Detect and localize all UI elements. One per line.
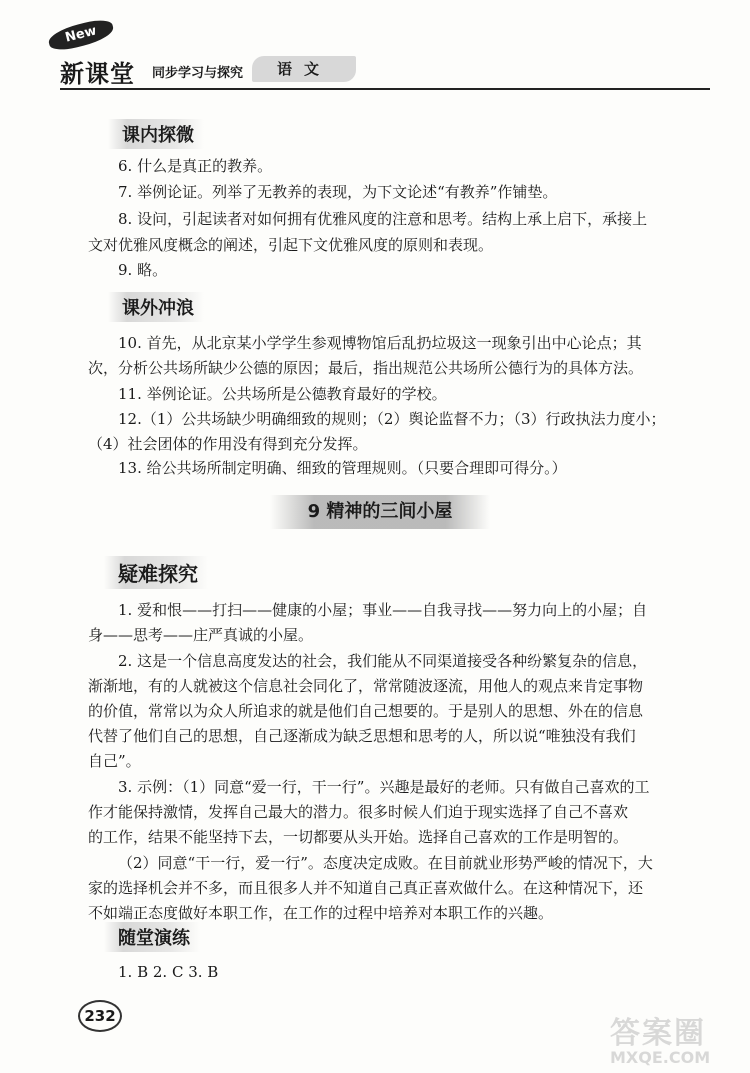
answer-line: 渐渐地，有的人就被这个信息社会同化了，常常随波逐流，用他人的观点来肯定事物 <box>88 677 644 695</box>
answer-line: 6. 什么是真正的教养。 <box>118 157 273 175</box>
answer-line: 1. B 2. C 3. B <box>118 963 219 981</box>
answer-line: 作才能保持激情，发挥自己最大的潜力。很多时候人们迫于现实选择了自己不喜欢 <box>88 803 629 821</box>
watermark-logo <box>610 1008 740 1067</box>
answer-line: 次，分析公共场所缺少公德的原因；最后，指出规范公共场所公德行为的具体方法。 <box>88 359 644 377</box>
answer-line: 家的选择机会并不多，而且很多人并不知道自己真正喜欢做什么。在这种情况下，还 <box>88 879 644 897</box>
section-title-extracurricular: 课外冲浪 <box>108 292 204 322</box>
answer-line: 文对优雅风度概念的阐述，引起下文优雅风度的原则和表现。 <box>88 236 494 254</box>
answer-line: 自己”。 <box>88 752 141 770</box>
answer-line: 不如端正态度做好本职工作，在工作的过程中培养对本职工作的兴趣。 <box>88 904 554 922</box>
chapter-title: 9 精神的三间小屋 <box>270 495 490 529</box>
answer-line: 7. 举例论证。列举了无教养的表现，为下文论述“有教养”作铺垫。 <box>118 183 558 201</box>
answer-line: 10. 首先，从北京某小学学生参观博物馆后乱扔垃圾这一现象引出中心论点；其 <box>118 334 642 352</box>
section-title-difficult: 疑难探究 <box>104 556 208 589</box>
answer-line: 代替了他们自己的思想，自己逐渐成为缺乏思想和思考的人，所以说“唯独没有我们 <box>88 727 636 745</box>
answer-line: 的价值，常常以为众人所追求的就是他们自己想要的。于是别人的思想、外在的信息 <box>88 702 644 720</box>
new-badge-logo: New <box>46 16 115 53</box>
subject-tag: 语文 <box>252 56 356 82</box>
page-header <box>40 20 720 90</box>
answer-line: 1. 爱和恨——打扫——健康的小屋；事业——自我寻找——努力向上的小屋；自 <box>118 601 648 619</box>
answer-line: 8. 设问，引起读者对如何拥有优雅风度的注意和思考。结构上承上启下，承接上 <box>118 210 648 228</box>
answer-line: （2）同意“干一行，爱一行”。态度决定成败。在目前就业形势严峻的情况下，大 <box>118 854 653 872</box>
answer-line: 13. 给公共场所制定明确、细致的管理规则。（只要合理即可得分。） <box>118 459 567 477</box>
brand-title: 新课堂 <box>60 60 135 88</box>
answer-line: 9. 略。 <box>118 261 168 279</box>
answer-line: 2. 这是一个信息高度发达的社会，我们能从不同渠道接受各种纷繁复杂的信息， <box>118 652 648 670</box>
series-subtitle: 同步学习与探究 <box>152 66 244 81</box>
answer-line: （4）社会团体的作用没有得到充分发挥。 <box>88 435 368 453</box>
answer-line: 11. 举例论证。公共场所是公德教育最好的学校。 <box>118 385 447 403</box>
answer-line: 身——思考——庄严真诚的小屋。 <box>88 626 314 644</box>
header-divider <box>60 88 710 90</box>
answer-line: 3. 示例：（1）同意“爱一行，干一行”。兴趣是最好的老师。只有做自己喜欢的工 <box>118 778 650 796</box>
watermark-text: 答案圈 <box>610 1016 706 1051</box>
section-title-practice: 随堂演练 <box>104 922 200 952</box>
section-title-classroom: 课内探微 <box>108 119 204 149</box>
watermark-url: MXQE.COM <box>610 1048 711 1067</box>
page-number: 232 <box>78 1000 122 1032</box>
answer-line: 的工作，结果不能坚持下去，一切都要从头开始。选择自己喜欢的工作是明智的。 <box>88 828 629 846</box>
answer-line: 12.（1）公共场缺少明确细致的规则；（2）舆论监督不力；（3）行政执法力度小； <box>118 410 666 428</box>
